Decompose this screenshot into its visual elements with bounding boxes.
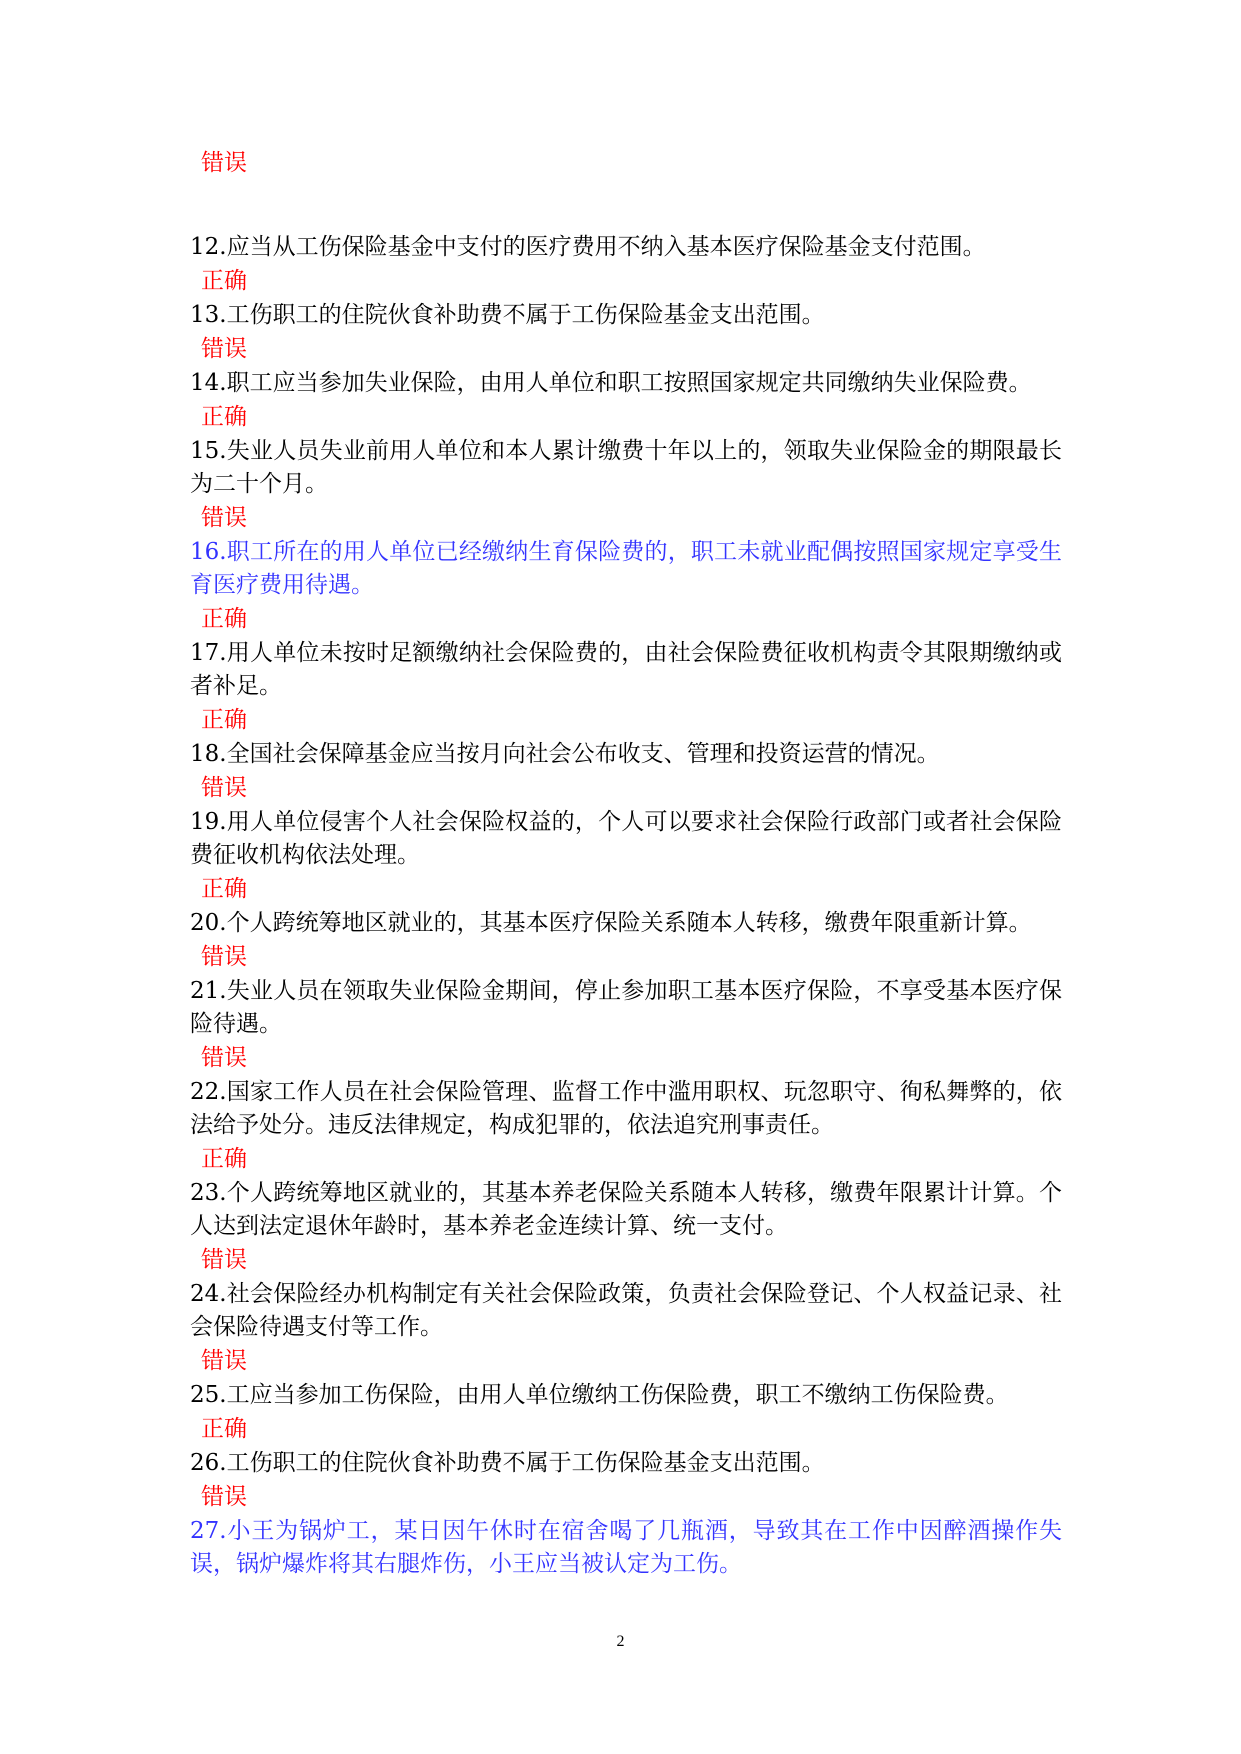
question-text: 工伤职工的住院伙食补助费不属于工伤保险基金支出范围。 — [226, 302, 825, 328]
spacer — [190, 180, 1062, 230]
question-text: 职工应当参加失业保险，由用人单位和职工按照国家规定共同缴纳失业保险费。 — [226, 370, 1032, 396]
question-text: 失业人员在领取失业保险金期间，停止参加职工基本医疗保险，不享受基本医疗保险待遇。 — [190, 978, 1062, 1037]
answer-label: 错误 — [201, 775, 247, 801]
question-number: 14. — [190, 370, 227, 396]
question-text: 应当从工伤保险基金中支付的医疗费用不纳入基本医疗保险基金支付范围。 — [226, 234, 986, 260]
answer-label: 错误 — [201, 1348, 247, 1374]
question-item — [190, 806, 1062, 872]
question-item — [190, 1447, 1062, 1480]
question-text: 职工所在的用人单位已经缴纳生育保险费的，职工未就业配偶按照国家规定享受生育医疗费用待遇。 — [190, 539, 1062, 598]
question-item — [190, 1515, 1062, 1581]
answer-label: 正确 — [201, 1146, 247, 1172]
question-number: 21. — [190, 978, 227, 1004]
question-number: 26. — [190, 1450, 227, 1476]
answer-label: 正确 — [201, 606, 247, 632]
answer-label: 错误 — [201, 944, 247, 970]
question-number: 17. — [190, 640, 227, 666]
question-text: 个人跨统筹地区就业的，其基本医疗保险关系随本人转移，缴费年限重新计算。 — [226, 910, 1032, 936]
question-number: 19. — [190, 809, 227, 835]
answer-label: 错误 — [201, 505, 247, 531]
question-number: 18. — [190, 741, 227, 767]
question-text: 用人单位侵害个人社会保险权益的，个人可以要求社会保险行政部门或者社会保险费征收机构依法处理。 — [190, 809, 1062, 868]
answer-label: 正确 — [201, 876, 247, 902]
question-item — [190, 435, 1062, 501]
question-text: 工应当参加工伤保险，由用人单位缴纳工伤保险费，职工不缴纳工伤保险费。 — [226, 1382, 1009, 1408]
question-item — [190, 907, 1062, 940]
question-text: 国家工作人员在社会保险管理、监督工作中滥用职权、玩忽职守、徇私舞弊的，依法给予处分。违反法律规定，构成犯罪的，依法追究刑事责任。 — [190, 1079, 1062, 1138]
answer-label: 错误 — [201, 150, 247, 176]
question-text: 社会保险经办机构制定有关社会保险政策，负责社会保险登记、个人权益记录、社会保险待遇支付等工作。 — [190, 1281, 1062, 1340]
answer-label: 正确 — [201, 268, 247, 294]
question-number: 12. — [190, 234, 227, 260]
answer-label: 错误 — [201, 1247, 247, 1273]
question-number: 23. — [190, 1180, 227, 1206]
answer-label: 正确 — [201, 404, 247, 430]
question-list — [190, 146, 1062, 1581]
question-text: 工伤职工的住院伙食补助费不属于工伤保险基金支出范围。 — [226, 1450, 825, 1476]
question-number: 25. — [190, 1382, 227, 1408]
question-number: 24. — [190, 1281, 227, 1307]
question-text: 失业人员失业前用人单位和本人累计缴费十年以上的，领取失业保险金的期限最长为二十个月。 — [190, 438, 1062, 497]
question-number: 15. — [190, 438, 227, 464]
question-text: 个人跨统筹地区就业的，其基本养老保险关系随本人转移，缴费年限累计计算。个人达到法定退休年龄时，基本养老金连续计算、统一支付。 — [190, 1180, 1062, 1239]
question-item — [190, 1177, 1062, 1243]
question-item — [190, 1076, 1062, 1142]
question-text: 小王为锅炉工，某日因午休时在宿舍喝了几瓶酒，导致其在工作中因醉酒操作失误，锅炉爆炸将其右腿炸伤，小王应当被认定为工伤。 — [190, 1518, 1062, 1577]
question-number: 13. — [190, 302, 227, 328]
question-number: 22. — [190, 1079, 227, 1105]
page-number: 2 — [616, 1633, 625, 1650]
question-text: 用人单位未按时足额缴纳社会保险费的，由社会保险费征收机构责令其限期缴纳或者补足。 — [190, 640, 1062, 699]
answer-label: 正确 — [201, 707, 247, 733]
question-item — [190, 299, 1062, 332]
question-item — [190, 975, 1062, 1041]
question-item — [190, 367, 1062, 400]
question-item — [190, 1278, 1062, 1344]
answer-label: 错误 — [201, 1484, 247, 1510]
question-item — [190, 1379, 1062, 1412]
question-item — [190, 536, 1062, 602]
answer-label: 错误 — [201, 1045, 247, 1071]
question-text: 全国社会保障基金应当按月向社会公布收支、管理和投资运营的情况。 — [226, 741, 940, 767]
question-item — [190, 637, 1062, 703]
question-number: 20. — [190, 910, 227, 936]
question-item — [190, 738, 1062, 771]
question-number: 16. — [190, 539, 227, 565]
question-item — [190, 231, 1062, 264]
answer-label: 正确 — [201, 1416, 247, 1442]
question-number: 27. — [190, 1518, 227, 1544]
answer-label: 错误 — [201, 336, 247, 362]
